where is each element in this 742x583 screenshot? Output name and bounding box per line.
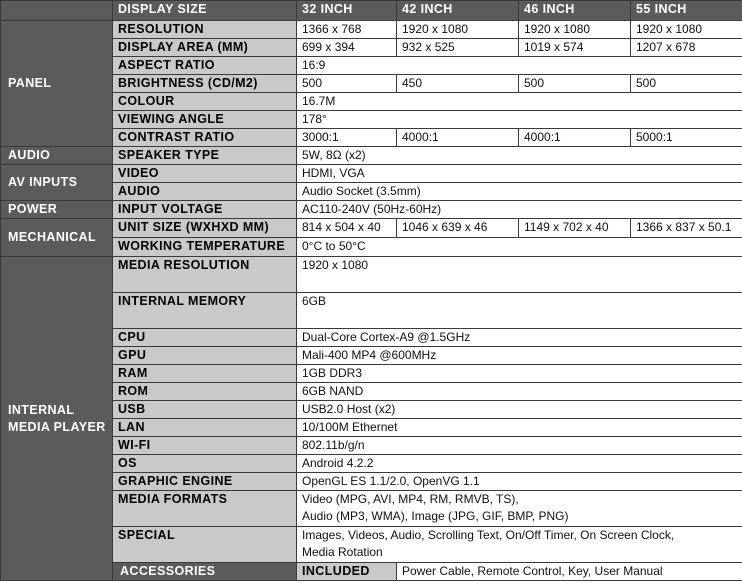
table-row [1,165,742,183]
input-voltage-label: INPUT VOLTAGE [113,201,297,219]
header-corner [1,1,113,21]
aspect-ratio-label: ASPECT RATIO [113,57,297,75]
graphic-engine-value: OpenGL ES 1.1/2.0, OpenVG 1.1 [297,473,742,491]
table-row [1,329,742,347]
header-row [1,1,742,21]
display-size-label: DISPLAY SIZE [113,1,297,21]
brightness-55: 500 [631,75,742,93]
working-temperature-value: 0°C to 50°C [297,238,742,257]
table-row [1,39,742,57]
display-area-32: 699 x 394 [297,39,397,57]
video-label: VIDEO [113,165,297,183]
ram-value: 1GB DDR3 [297,365,742,383]
group-mechanical: MECHANICAL [1,219,113,257]
unit-size-32: 814 x 504 x 40 [297,219,397,238]
media-resolution-label: MEDIA RESOLUTION [113,257,297,293]
brightness-label: BRIGHTNESS (CD/M2) [113,75,297,93]
table-row [1,75,742,93]
table-row [1,563,742,581]
rom-value: 6GB NAND [297,383,742,401]
aspect-ratio-value: 16:9 [297,57,742,75]
contrast-55: 5000:1 [631,129,742,147]
table-row [1,93,742,111]
brightness-32: 500 [297,75,397,93]
internal-memory-value: 6GB [297,293,742,329]
display-area-46: 1019 x 574 [519,39,631,57]
cpu-label: CPU [113,329,297,347]
table-row [1,419,742,437]
viewing-angle-label: VIEWING ANGLE [113,111,297,129]
usb-value: USB2.0 Host (x2) [297,401,742,419]
table-row [1,57,742,75]
contrast-ratio-label: CONTRAST RATIO [113,129,297,147]
os-label: OS [113,455,297,473]
included-value: Power Cable, Remote Control, Key, User Manual [397,563,742,581]
group-panel: PANEL [1,21,113,147]
special-label: SPECIAL [113,527,297,563]
colour-value: 16.7M [297,93,742,111]
group-accessories: ACCESSORIES [113,563,297,581]
display-area-55: 1207 x 678 [631,39,742,57]
brightness-42: 450 [397,75,519,93]
internal-memory-label: INTERNAL MEMORY [113,293,297,329]
size-46-header: 46 INCH [519,1,631,21]
rom-label: ROM [113,383,297,401]
resolution-46: 1920 x 1080 [519,21,631,39]
table-row [1,401,742,419]
input-voltage-value: AC110-240V (50Hz-60Hz) [297,201,742,219]
brightness-46: 500 [519,75,631,93]
unit-size-46: 1149 x 702 x 40 [519,219,631,238]
usb-label: USB [113,401,297,419]
cpu-value: Dual-Core Cortex-A9 @1.5GHz [297,329,742,347]
unit-size-55: 1366 x 837 x 50.1 [631,219,742,238]
colour-label: COLOUR [113,93,297,111]
audio-input-value: Audio Socket (3.5mm) [297,183,742,201]
table-row [1,201,742,219]
display-area-label: DISPLAY AREA (MM) [113,39,297,57]
table-row [1,491,742,527]
special-line: Media Rotation [302,545,383,559]
audio-input-label: AUDIO [113,183,297,201]
table-row [1,238,742,257]
contrast-32: 3000:1 [297,129,397,147]
unit-size-label: UNIT SIZE (WXHXD MM) [113,219,297,238]
resolution-label: RESOLUTION [113,21,297,39]
wifi-value: 802.11b/g/n [297,437,742,455]
working-temperature-label: WORKING TEMPERATURE [113,238,297,257]
table-row [1,383,742,401]
lan-label: LAN [113,419,297,437]
table-row [1,147,742,165]
resolution-32: 1366 x 768 [297,21,397,39]
table-row [1,111,742,129]
media-resolution-value: 1920 x 1080 [297,257,742,293]
ram-label: RAM [113,365,297,383]
table-row [1,129,742,147]
viewing-angle-value: 178° [297,111,742,129]
table-row [1,183,742,201]
group-av-inputs: AV INPUTS [1,165,113,201]
os-value: Android 4.2.2 [297,455,742,473]
display-area-42: 932 x 525 [397,39,519,57]
table-row [1,219,742,238]
graphic-engine-label: GRAPHIC ENGINE [113,473,297,491]
gpu-label: GPU [113,347,297,365]
size-32-header: 32 INCH [297,1,397,21]
media-formats-line: Video (MPG, AVI, MP4, RM, RMVB, TS), [302,492,519,506]
group-power: POWER [1,201,113,219]
speaker-type-label: SPEAKER TYPE [113,147,297,165]
contrast-46: 4000:1 [519,129,631,147]
group-audio: AUDIO [1,147,113,165]
size-42-header: 42 INCH [397,1,519,21]
resolution-42: 1920 x 1080 [397,21,519,39]
group-internal-media-player: INTERNAL MEDIA PLAYER [1,257,113,581]
size-55-header: 55 INCH [631,1,742,21]
wifi-label: WI-FI [113,437,297,455]
media-formats-line: Audio (MP3, WMA), Image (JPG, GIF, BMP, PNG) [302,509,569,523]
table-row [1,293,742,329]
contrast-42: 4000:1 [397,129,519,147]
table-row [1,21,742,39]
table-row [1,347,742,365]
lan-value: 10/100M Ethernet [297,419,742,437]
table-row [1,473,742,491]
table-row [1,455,742,473]
resolution-55: 1920 x 1080 [631,21,742,39]
unit-size-42: 1046 x 639 x 46 [397,219,519,238]
table-row [1,437,742,455]
table-row [1,527,742,563]
media-formats-label: MEDIA FORMATS [113,491,297,527]
table-row [1,365,742,383]
special-value [297,527,742,563]
gpu-value: Mali-400 MP4 @600MHz [297,347,742,365]
special-line: Images, Videos, Audio, Scrolling Text, On/Off Timer, On Screen Clock, [302,528,675,542]
speaker-type-value: 5W, 8Ω (x2) [297,147,742,165]
table-row [1,257,742,293]
media-formats-value [297,491,742,527]
video-value: HDMI, VGA [297,165,742,183]
included-label: INCLUDED [297,563,397,581]
